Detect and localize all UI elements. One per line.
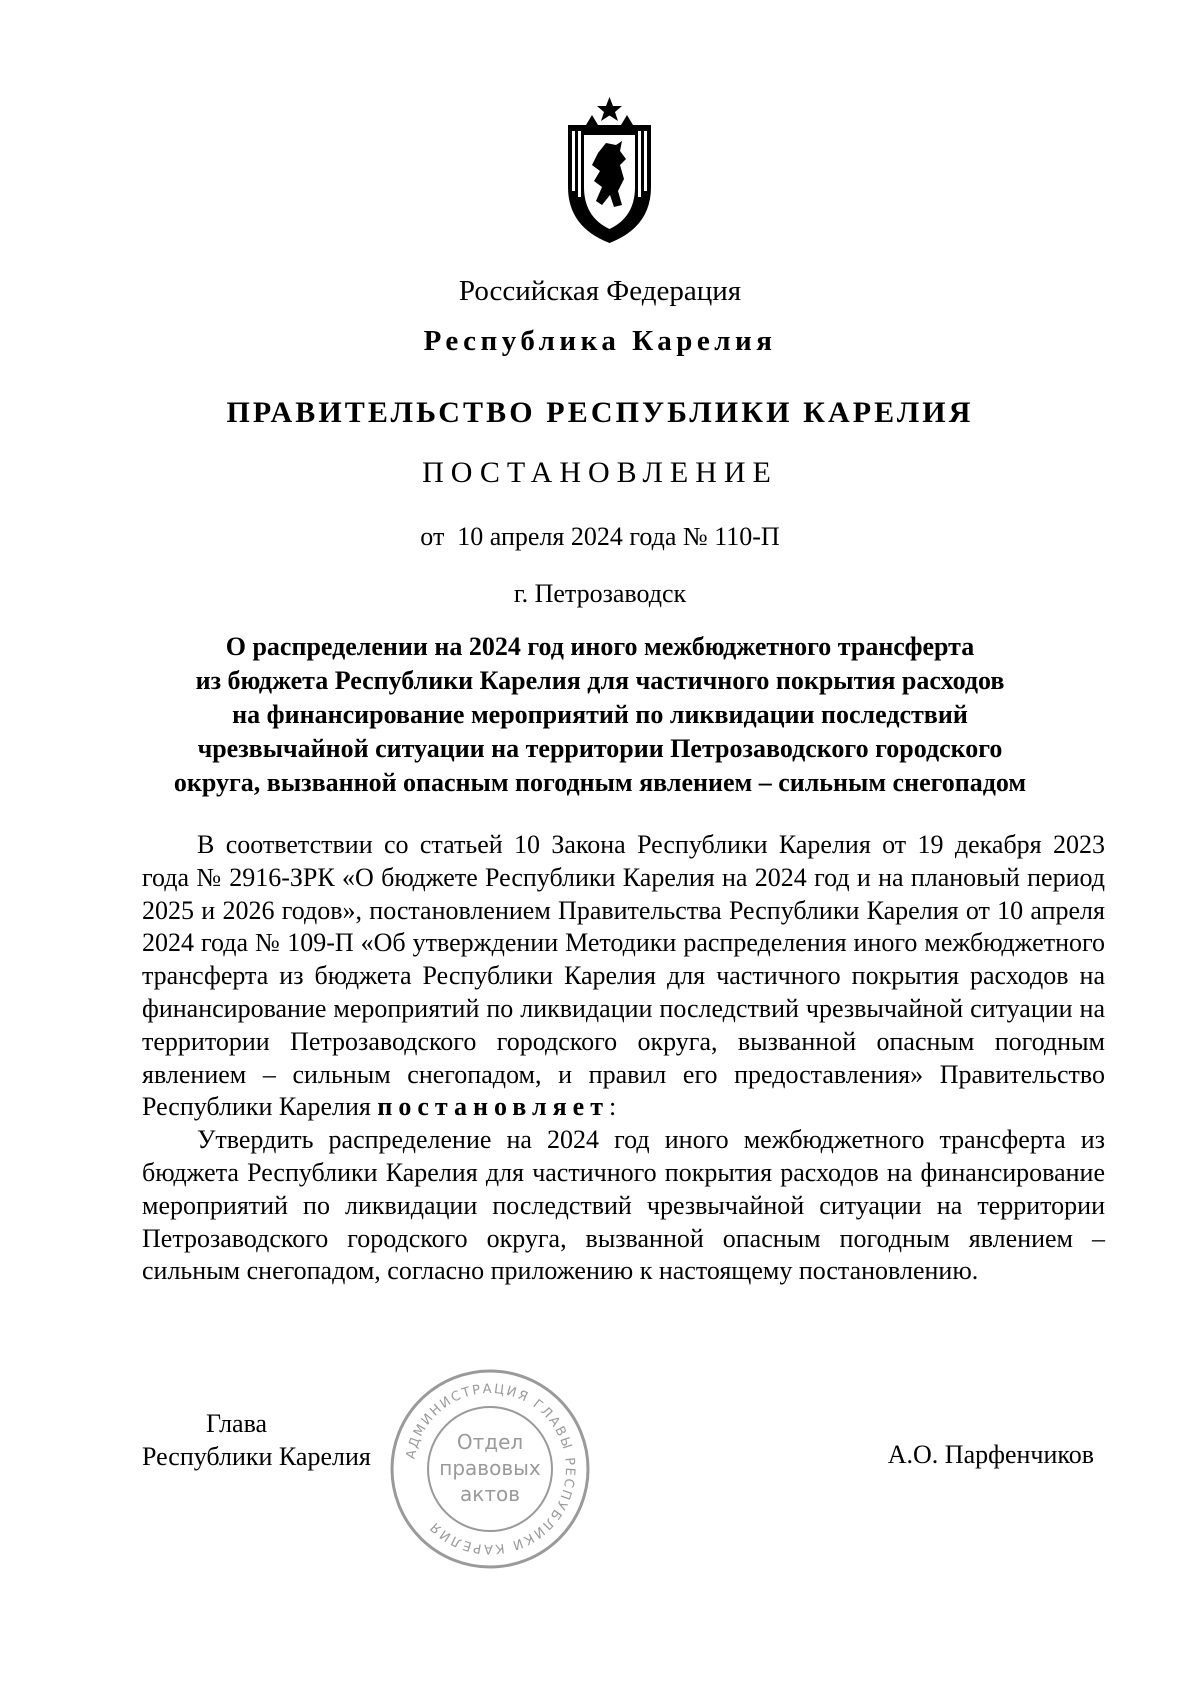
svg-text:АДМИНИСТРАЦИЯ ГЛАВЫ РЕСПУБЛИКИ: АДМИНИСТРАЦИЯ ГЛАВЫ РЕСПУБЛИКИ КАРЕЛИЯ [403, 1381, 578, 1557]
document-title [0, 630, 1200, 800]
decree-word: постановляет [377, 1092, 609, 1122]
signatory-name: А.О. Парфенчиков [887, 1440, 1094, 1469]
body-paragraph-resolution: Утвердить распределение на 2024 год иного межбюджетного трансферта из бюджета Республики Карелия для частичного покрытия расходов на финансирование мероприятий по ликвидации последствий чрезвычайной ситуации на территории Петрозаводского городского округа, вызванной опасным погодным явлением – сильным снегопадом, согласно приложению к настоящему постановлению. [142, 1125, 1105, 1286]
svg-text:Отдел: Отдел [456, 1430, 524, 1454]
document-body [142, 829, 1105, 1288]
svg-text:актов: актов [459, 1482, 521, 1506]
signatory-position-line2: Республики Карелия [142, 1442, 371, 1471]
signatory-position-line1: Глава [206, 1409, 268, 1438]
title-line: О распределении на 2024 год иного межбюджетного трансферта [225, 632, 975, 661]
preamble-text: В соответствии со статьей 10 Закона Республики Карелия от 19 декабря 2023 года № 2916-ЗРК «О бюджете Республики Карелия на 2024 год и на плановый период 2025 и 2026 годов», постановлением Правительства Республики Карелия от 10 апреля 2024 года № 109-П «Об утверждении Методики распределения иного межбюджетного трансферта из бюджета Республики Карелия для частичного покрытия расходов на финансирование мероприятий по ликвидации последствий чрезвычайной ситуации на территории Петрозаводского городского округа, вызванной опасным погодным явлением – сильным снегопадом, и правил его предоставления» Правительство Республики Карелия [142, 830, 1105, 1122]
government-name: ПРАВИТЕЛЬСТВО РЕСПУБЛИКИ КАРЕЛИЯ [226, 396, 974, 429]
title-line: округа, вызванной опасным погодным явлением – сильным снегопадом [173, 768, 1027, 797]
title-line: чрезвычайной ситуации на территории Петрозаводского городского [197, 734, 1003, 763]
republic-name: Республика Карелия [423, 325, 777, 357]
document-type: ПОСТАНОВЛЕНИЕ [422, 456, 778, 489]
document-date-number: от 10 апреля 2024 года № 110-П [420, 522, 780, 551]
official-stamp [388, 1367, 592, 1571]
body-paragraph-preamble [142, 829, 1105, 1124]
svg-text:правовых: правовых [439, 1456, 541, 1480]
title-line: на финансирование мероприятий по ликвидации последствий [232, 700, 968, 729]
country-name: Российская Федерация [458, 275, 742, 307]
title-line: из бюджета Республики Карелия для частичного покрытия расходов [195, 666, 1005, 695]
karelia-coat-of-arms-icon [562, 95, 657, 245]
document-city: г. Петрозаводск [513, 579, 687, 608]
decree-colon: : [608, 1092, 617, 1122]
signatory-position [142, 1407, 371, 1473]
